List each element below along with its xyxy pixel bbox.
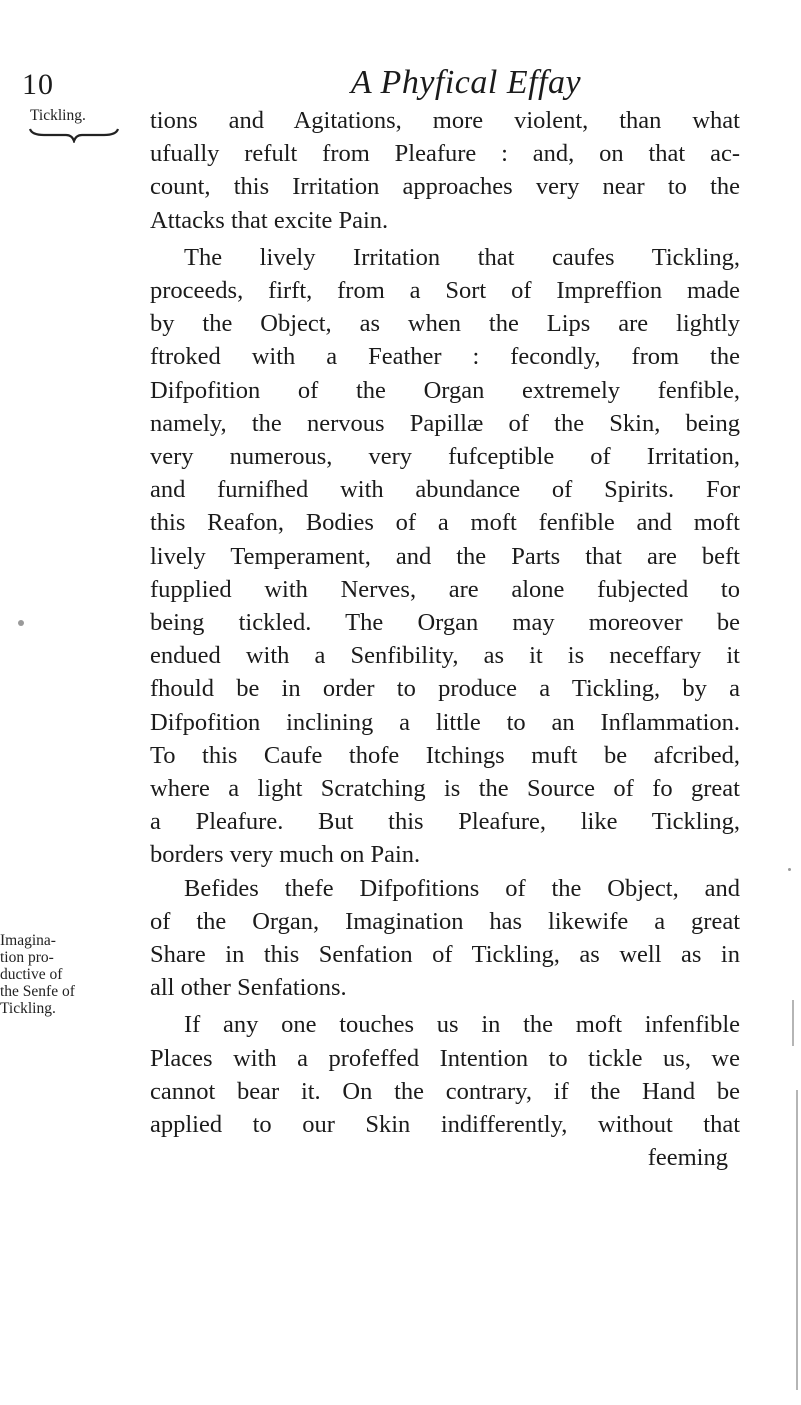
running-title: A Phyfical Effay [350,64,582,101]
text-line: borders very much on Pain. [150,841,421,869]
text-line: Difpofition of the Organ extremely fenfible, [150,376,740,404]
text-line: of the Organ, Imagination has likewife a great [150,907,740,935]
text-line: count, this Irritation approaches very near to the [150,173,740,201]
text-line: cannot bear it. On the contrary, if the Hand be [150,1077,740,1105]
paper-speck [788,868,791,871]
text-line: Share in this Senfation of Tickling, as well as in [150,941,740,969]
brace-icon [28,127,120,143]
margin-note-tickling: Tickling. [30,107,86,124]
margin-note-imagination-5: Tickling. [0,1000,56,1017]
text-line: If any one touches us in the moft infenfible [184,1011,740,1039]
paper-speck [18,620,24,626]
text-line: Difpofition inclining a little to an Inflammation. [150,708,740,736]
margin-note-imagination-4: the Senfe of [0,983,75,1000]
margin-note-imagination-2: tion pro- [0,949,54,966]
text-line: ftroked with a Feather : fecondly, from the [150,343,740,371]
page-edge-mark [796,1090,798,1390]
text-line: The lively Irritation that caufes Tickling, [184,243,740,271]
text-line: and furnifhed with abundance of Spirits. For [150,476,740,504]
margin-note-imagination-1: Imagina- [0,932,56,949]
margin-note-imagination-3: ductive of [0,966,63,983]
text-line: where a light Scratching is the Source of fo great [150,775,740,803]
text-line: all other Senfations. [150,974,347,1002]
text-line: fhould be in order to produce a Tickling, by a [150,675,740,703]
text-line: this Reafon, Bodies of a moft fenfible and moft [150,509,740,537]
text-line: fupplied with Nerves, are alone fubjected to [150,575,740,603]
text-line: Places with a profeffed Intention to tickle us, we [150,1044,740,1072]
catchword: feeming [647,1144,728,1172]
text-line: Attacks that excite Pain. [150,206,389,234]
text-line: tions and Agitations, more violent, than what [150,107,740,134]
text-line: applied to our Skin indifferently, without that [150,1111,740,1139]
text-line: lively Temperament, and the Parts that are beft [150,542,740,570]
text-line: being tickled. The Organ may moreover be [150,609,740,637]
text-line: To this Caufe thofe Itchings muft be afcribed, [150,741,740,769]
text-line: endued with a Senfibility, as it is neceffary it [150,642,740,670]
text-line: a Pleafure. But this Pleafure, like Tickling, [150,808,740,836]
text-line: very numerous, very fufceptible of Irritation, [150,443,740,471]
text-line: proceeds, firft, from a Sort of Impreffion made [150,277,740,305]
text-line: ufually refult from Pleafure : and, on that ac- [150,140,740,168]
body-text [150,104,740,1175]
text-line: Befides thefe Difpofitions of the Object, and [184,874,740,902]
text-line: by the Object, as when the Lips are lightly [150,310,740,338]
page-number: 10 [22,68,54,101]
text-line: namely, the nervous Papillæ of the Skin, being [150,409,740,437]
page-edge-mark [792,1000,794,1046]
